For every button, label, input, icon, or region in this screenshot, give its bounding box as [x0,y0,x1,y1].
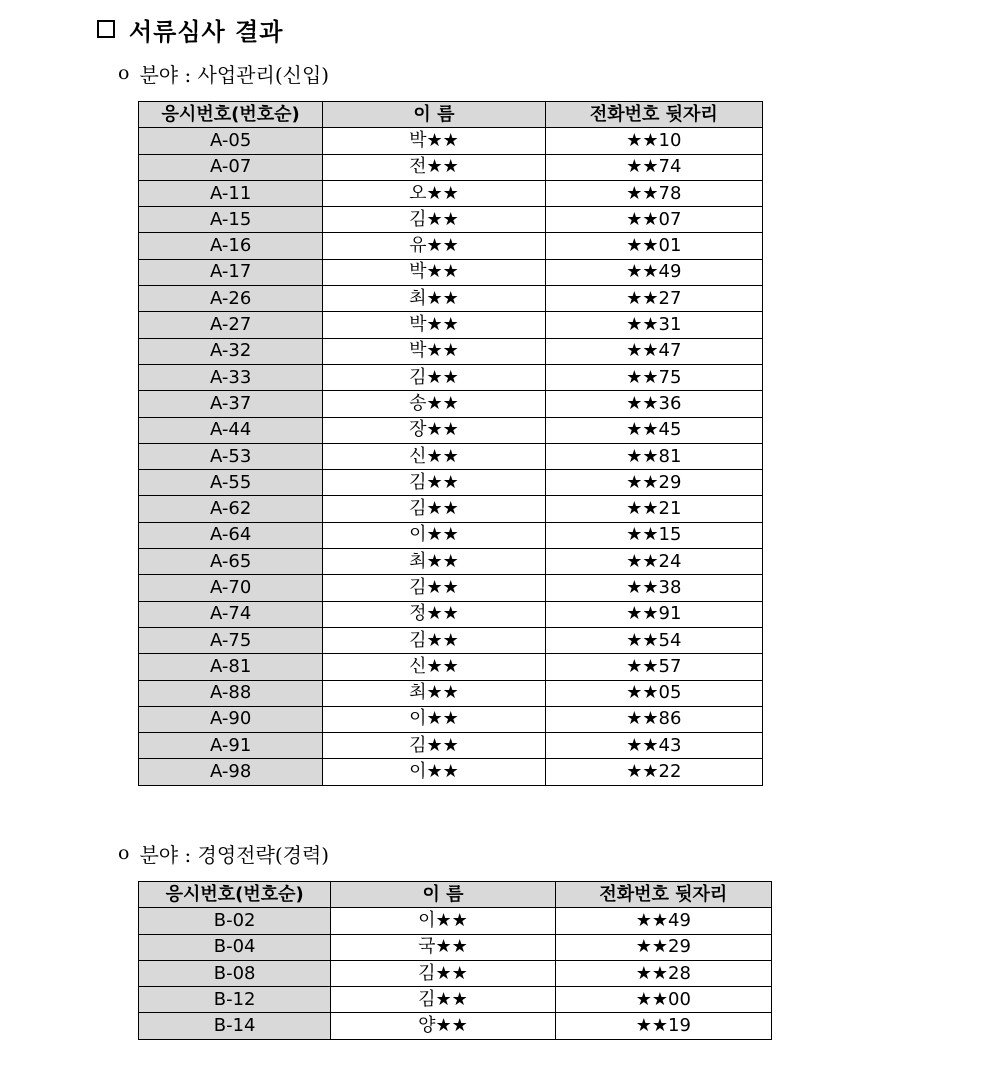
applicant-number-cell: A-55 [139,470,323,496]
name-cell: 박★★ [323,338,545,364]
phone-suffix-cell: ★★27 [545,286,762,312]
name-cell: 양★★ [331,1013,555,1039]
table-row [139,522,763,548]
name-cell: 이★★ [323,706,545,732]
section-label-1 [118,59,329,87]
name-cell: 김★★ [323,496,545,522]
name-cell: 박★★ [323,259,545,285]
phone-suffix-cell: ★★05 [545,680,762,706]
name-cell: 김★★ [323,207,545,233]
phone-suffix-cell: ★★36 [545,391,762,417]
phone-suffix-cell: ★★74 [545,154,762,180]
table-row [139,733,763,759]
applicant-number-cell: A-81 [139,654,323,680]
phone-suffix-cell: ★★07 [545,207,762,233]
phone-suffix-cell: ★★49 [555,908,771,934]
name-cell: 오★★ [323,180,545,206]
name-cell: 김★★ [323,575,545,601]
table-row [139,908,772,934]
applicant-number-cell: A-53 [139,443,323,469]
applicant-number-cell: A-74 [139,601,323,627]
applicant-number-cell: A-27 [139,312,323,338]
phone-suffix-cell: ★★29 [555,934,771,960]
results-table-2 [138,881,772,1040]
phone-suffix-cell: ★★75 [545,364,762,390]
name-cell: 이★★ [323,759,545,785]
phone-suffix-cell: ★★81 [545,443,762,469]
table-row [139,207,763,233]
applicant-number-cell: A-11 [139,180,323,206]
phone-suffix-cell: ★★57 [545,654,762,680]
applicant-number-cell: A-33 [139,364,323,390]
phone-suffix-cell: ★★38 [545,575,762,601]
applicant-number-cell: A-44 [139,417,323,443]
phone-suffix-cell: ★★86 [545,706,762,732]
table-row [139,601,763,627]
phone-suffix-cell: ★★15 [545,522,762,548]
phone-suffix-cell: ★★47 [545,338,762,364]
table-header-row [139,102,763,128]
header-name: 이 름 [323,102,545,128]
phone-suffix-cell: ★★31 [545,312,762,338]
name-cell: 송★★ [323,391,545,417]
phone-suffix-cell: ★★00 [555,987,771,1013]
table-row [139,233,763,259]
applicant-number-cell: A-32 [139,338,323,364]
applicant-number-cell: B-08 [139,960,331,986]
applicant-number-cell: A-37 [139,391,323,417]
applicant-number-cell: B-04 [139,934,331,960]
name-cell: 김★★ [323,627,545,653]
page-title-text: 서류심사 결과 [129,17,284,46]
name-cell: 전★★ [323,154,545,180]
name-cell: 이★★ [331,908,555,934]
table-row [139,286,763,312]
applicant-number-cell: B-14 [139,1013,331,1039]
phone-suffix-cell: ★★19 [555,1013,771,1039]
applicant-number-cell: A-17 [139,259,323,285]
applicant-number-cell: A-16 [139,233,323,259]
table-row [139,417,763,443]
table-row [139,154,763,180]
checkbox-icon [97,20,115,38]
table-row [139,496,763,522]
table-row [139,934,772,960]
table-row [139,654,763,680]
table-row [139,128,763,154]
applicant-number-cell: A-64 [139,522,323,548]
table-row [139,987,772,1013]
applicant-number-cell: A-91 [139,733,323,759]
phone-suffix-cell: ★★22 [545,759,762,785]
table-row [139,627,763,653]
table-row [139,575,763,601]
bullet-icon: o [118,62,130,84]
name-cell: 최★★ [323,286,545,312]
header-applicant-number: 응시번호(번호순) [139,102,323,128]
header-applicant-number: 응시번호(번호순) [139,882,331,908]
name-cell: 정★★ [323,601,545,627]
applicant-number-cell: A-26 [139,286,323,312]
phone-suffix-cell: ★★28 [555,960,771,986]
table-row [139,259,763,285]
applicant-number-cell: A-88 [139,680,323,706]
name-cell: 최★★ [323,680,545,706]
table-row [139,391,763,417]
phone-suffix-cell: ★★54 [545,627,762,653]
header-phone-suffix: 전화번호 뒷자리 [555,882,771,908]
phone-suffix-cell: ★★78 [545,180,762,206]
table-row [139,364,763,390]
name-cell: 신★★ [323,443,545,469]
bullet-icon: o [118,842,130,864]
name-cell: 장★★ [323,417,545,443]
phone-suffix-cell: ★★49 [545,259,762,285]
header-phone-suffix: 전화번호 뒷자리 [545,102,762,128]
name-cell: 이★★ [323,522,545,548]
applicant-number-cell: A-07 [139,154,323,180]
name-cell: 최★★ [323,549,545,575]
applicant-number-cell: A-70 [139,575,323,601]
table-header-row [139,882,772,908]
table-row [139,706,763,732]
applicant-number-cell: B-12 [139,987,331,1013]
applicant-number-cell: A-98 [139,759,323,785]
name-cell: 김★★ [323,733,545,759]
phone-suffix-cell: ★★45 [545,417,762,443]
table-row [139,680,763,706]
applicant-number-cell: A-90 [139,706,323,732]
name-cell: 박★★ [323,312,545,338]
name-cell: 김★★ [331,987,555,1013]
phone-suffix-cell: ★★24 [545,549,762,575]
results-table-1 [138,101,763,786]
applicant-number-cell: A-15 [139,207,323,233]
header-name: 이 름 [331,882,555,908]
name-cell: 김★★ [323,470,545,496]
table-row [139,549,763,575]
phone-suffix-cell: ★★43 [545,733,762,759]
table-row [139,338,763,364]
applicant-number-cell: A-65 [139,549,323,575]
name-cell: 김★★ [331,960,555,986]
section-title: 분야 : 경영전략(경력) [139,842,330,867]
page-title [97,12,283,46]
phone-suffix-cell: ★★91 [545,601,762,627]
table-row [139,1013,772,1039]
table-row [139,470,763,496]
phone-suffix-cell: ★★10 [545,128,762,154]
applicant-number-cell: B-02 [139,908,331,934]
table-row [139,960,772,986]
table-row [139,312,763,338]
phone-suffix-cell: ★★21 [545,496,762,522]
name-cell: 박★★ [323,128,545,154]
phone-suffix-cell: ★★01 [545,233,762,259]
table-row [139,180,763,206]
applicant-number-cell: A-62 [139,496,323,522]
name-cell: 국★★ [331,934,555,960]
applicant-number-cell: A-75 [139,627,323,653]
table-row [139,443,763,469]
section-title: 분야 : 사업관리(신입) [139,62,330,87]
phone-suffix-cell: ★★29 [545,470,762,496]
name-cell: 신★★ [323,654,545,680]
section-label-2 [118,839,329,867]
name-cell: 유★★ [323,233,545,259]
applicant-number-cell: A-05 [139,128,323,154]
table-row [139,759,763,785]
name-cell: 김★★ [323,364,545,390]
